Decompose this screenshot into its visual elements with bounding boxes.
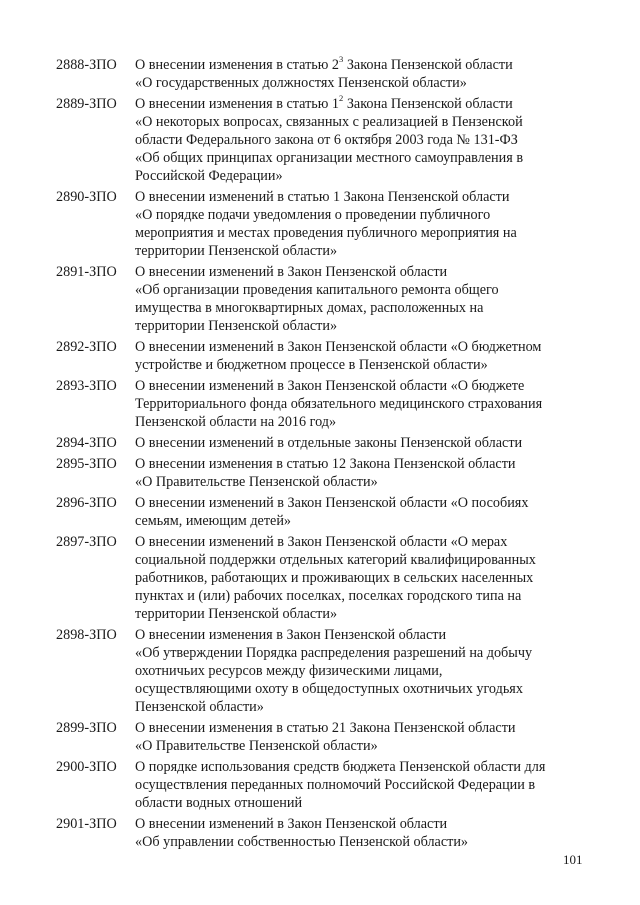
law-title-line [135, 794, 596, 812]
law-title-text: Российской Федерации» [135, 168, 283, 184]
law-title-line [135, 263, 596, 281]
law-title-text: О внесении изменений в Закон Пензенской области «О пособиях [135, 495, 529, 511]
law-title-line [135, 299, 596, 317]
law-number: 2892-ЗПО [56, 339, 117, 355]
law-title-line [135, 758, 596, 776]
law-entry [56, 815, 596, 851]
law-entry [56, 377, 596, 431]
law-title-line [135, 719, 596, 737]
law-title-line [135, 56, 596, 74]
law-title-line [135, 662, 596, 680]
law-title-line [135, 605, 596, 623]
law-entry [56, 626, 596, 716]
law-entry [56, 56, 596, 92]
law-title-text: «О Правительстве Пензенской области» [135, 738, 378, 754]
law-title-text: семьям, имеющим детей» [135, 513, 292, 529]
law-number: 2898-ЗПО [56, 627, 117, 643]
law-list [56, 56, 596, 854]
law-title-text: О внесении изменений в Закон Пензенской области «О бюджете [135, 378, 525, 394]
law-title-text: О внесении изменения в статью 2 [135, 57, 340, 73]
law-title-text: устройстве и бюджетном процессе в Пензенской области» [135, 357, 488, 373]
law-number: 2901-ЗПО [56, 816, 117, 832]
law-number: 2900-ЗПО [56, 759, 117, 775]
law-title [135, 95, 596, 185]
law-title-line [135, 317, 596, 335]
law-number: 2891-ЗПО [56, 264, 117, 280]
law-title [135, 494, 596, 530]
law-title-line [135, 551, 596, 569]
law-number: 2896-ЗПО [56, 495, 117, 511]
law-title-text: «О некоторых вопросах, связанных с реализацией в Пензенской [135, 114, 523, 130]
law-entry [56, 533, 596, 623]
law-entry [56, 338, 596, 374]
law-entry [56, 95, 596, 185]
law-title-line [135, 455, 596, 473]
law-title-text: О внесении изменений в Закон Пензенской области [135, 264, 448, 280]
law-title [135, 188, 596, 260]
law-entry [56, 494, 596, 530]
law-title-line [135, 473, 596, 491]
law-title [135, 533, 596, 623]
article-superscript: 2 [339, 93, 344, 103]
law-title-text: О внесении изменений в статью 1 Закона Пензенской области [135, 189, 510, 205]
law-title-text: О внесении изменений в Закон Пензенской области «О мерах [135, 534, 508, 550]
law-title [135, 56, 596, 92]
law-title [135, 758, 596, 812]
law-title [135, 719, 596, 755]
law-title [135, 434, 596, 452]
law-title-line [135, 95, 596, 113]
law-title-line [135, 149, 596, 167]
law-title-line [135, 737, 596, 755]
law-title-text: осуществляющими охоту в общедоступных охотничьих угодьях [135, 681, 523, 697]
law-title-text: территории Пензенской области» [135, 318, 338, 334]
law-title-text: «Об общих принципах организации местного самоуправления в [135, 150, 524, 166]
law-title-text: О порядке использования средств бюджета Пензенской области для [135, 759, 546, 775]
law-title-text: Закона Пензенской области [343, 57, 513, 73]
law-title-line [135, 698, 596, 716]
law-title [135, 815, 596, 851]
law-title-line [135, 644, 596, 662]
law-entry [56, 263, 596, 335]
article-superscript: 3 [339, 54, 344, 64]
law-title-line [135, 569, 596, 587]
law-number: 2899-ЗПО [56, 720, 117, 736]
law-title-text: О внесении изменения в Закон Пензенской области [135, 627, 447, 643]
law-entry [56, 455, 596, 491]
law-title-line [135, 626, 596, 644]
law-entry [56, 188, 596, 260]
law-title-line [135, 206, 596, 224]
law-title-line [135, 188, 596, 206]
law-title-text: «Об организации проведения капитального ремонта общего [135, 282, 499, 298]
law-title-line [135, 815, 596, 833]
law-title-text: «О государственных должностях Пензенской области» [135, 75, 467, 91]
law-title-text: социальной поддержки отдельных категорий квалифицированных [135, 552, 536, 568]
law-title-line [135, 113, 596, 131]
law-title-text: области водных отношений [135, 795, 303, 811]
law-title-line [135, 224, 596, 242]
law-number: 2890-ЗПО [56, 189, 117, 205]
law-title-text: О внесении изменений в отдельные законы Пензенской области [135, 435, 523, 451]
law-title-text: «Об утверждении Порядка распределения разрешений на добычу [135, 645, 533, 661]
law-title-text: «Об управлении собственностью Пензенской области» [135, 834, 469, 850]
law-title-line [135, 74, 596, 92]
law-title-text: Территориального фонда обязательного медицинского страхования [135, 396, 543, 412]
law-title-line [135, 680, 596, 698]
law-title-line [135, 242, 596, 260]
law-entry [56, 758, 596, 812]
law-title-line [135, 587, 596, 605]
law-title [135, 338, 596, 374]
law-number: 2894-ЗПО [56, 435, 117, 451]
law-title-text: территории Пензенской области» [135, 243, 338, 259]
law-title-text: О внесении изменений в Закон Пензенской области [135, 816, 448, 832]
law-number: 2888-ЗПО [56, 57, 117, 73]
law-title-text: О внесении изменений в Закон Пензенской области «О бюджетном [135, 339, 542, 355]
law-entry [56, 434, 596, 452]
law-title-text: «О Правительстве Пензенской области» [135, 474, 378, 490]
law-title-line [135, 395, 596, 413]
law-title-text: охотничьих ресурсов между физическими лицами, [135, 663, 443, 679]
law-title-text: Закона Пензенской области [343, 96, 513, 112]
law-title-text: территории Пензенской области» [135, 606, 338, 622]
law-title-line [135, 434, 596, 452]
law-title-line [135, 167, 596, 185]
law-title-text: работников, работающих и проживающих в сельских населенных [135, 570, 534, 586]
law-number: 2895-ЗПО [56, 456, 117, 472]
law-title-text: пунктах и (или) рабочих поселках, поселках городского типа на [135, 588, 522, 604]
law-title-text: Пензенской области» [135, 699, 264, 715]
law-title-text: О внесении изменения в статью 12 Закона Пензенской области [135, 456, 516, 472]
law-title-line [135, 494, 596, 512]
law-title-text: О внесении изменения в статью 1 [135, 96, 340, 112]
law-title-line [135, 833, 596, 851]
law-title-text: осуществления переданных полномочий Российской Федерации в [135, 777, 536, 793]
law-number: 2897-ЗПО [56, 534, 117, 550]
law-title-text: имущества в многоквартирных домах, расположенных на [135, 300, 484, 316]
law-title-line [135, 131, 596, 149]
law-title [135, 455, 596, 491]
page-number: 101 [563, 852, 583, 867]
law-title-line [135, 338, 596, 356]
law-title-text: области Федерального закона от 6 октября 2003 года № 131-ФЗ [135, 132, 518, 148]
law-title-text: «О порядке подачи уведомления о проведении публичного [135, 207, 491, 223]
law-title [135, 626, 596, 716]
law-entry [56, 719, 596, 755]
law-title-line [135, 377, 596, 395]
law-title-line [135, 281, 596, 299]
law-title-text: мероприятия и местах проведения публичного мероприятия на [135, 225, 517, 241]
law-number: 2889-ЗПО [56, 96, 117, 112]
law-title-line [135, 413, 596, 431]
law-title-line [135, 533, 596, 551]
law-title-line [135, 776, 596, 794]
law-title [135, 263, 596, 335]
law-title-text: О внесении изменения в статью 21 Закона Пензенской области [135, 720, 516, 736]
law-title-line [135, 356, 596, 374]
law-title-line [135, 512, 596, 530]
law-number: 2893-ЗПО [56, 378, 117, 394]
law-title-text: Пензенской области на 2016 год» [135, 414, 337, 430]
law-title [135, 377, 596, 431]
